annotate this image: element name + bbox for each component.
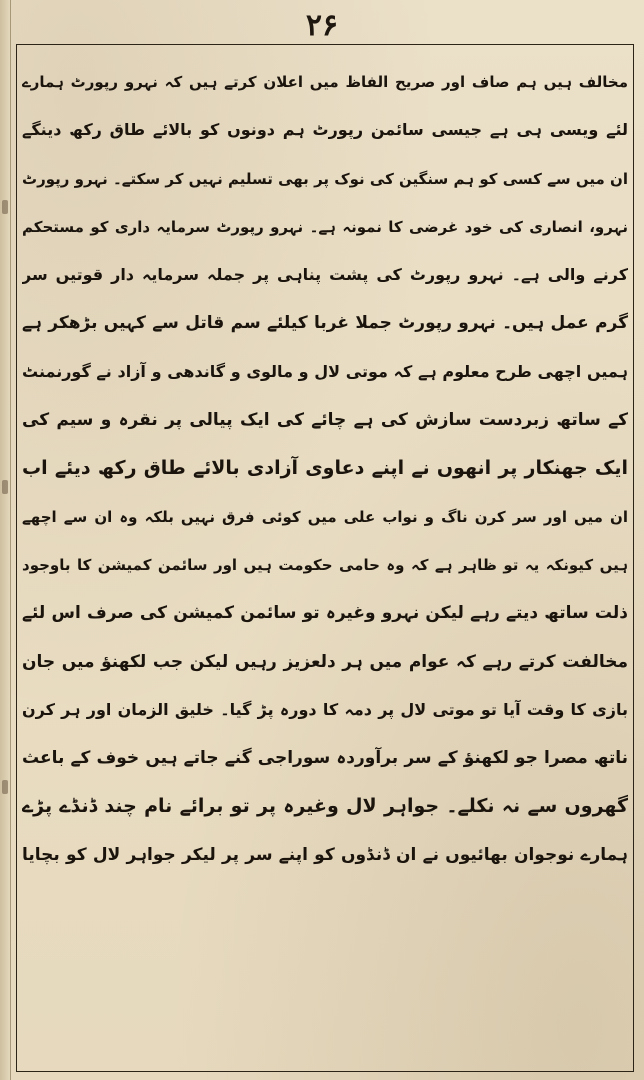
text-line: ایک جھنکار پر انھوں نے اپنے دعاوی آزادی بالائے طاق رکھ دیئے اب <box>22 457 628 480</box>
binding-stitch-mark <box>2 200 8 214</box>
text-line: کرنے والی ہے۔ نہرو رپورٹ کی پشت پناہی پر جملہ سرمایہ دار قوتیں سر <box>22 265 628 285</box>
text-line: مخالف ہیں ہم صاف اور صریح الفاظ میں اعلان کرتے ہیں کہ نہرو رپورٹ ہمارے <box>22 73 628 91</box>
text-line: ہمارے نوجوان بھائیوں نے ان ڈنڈوں کو اپنے سر پر لیکر جواہر لال کو بچایا <box>22 844 628 865</box>
text-line: مخالفت کرتے رہے کہ عوام میں ہر دلعزیز رہیں لیکن جب لکھنؤ میں جان <box>22 651 628 672</box>
text-line: بازی کا وقت آیا تو موتی لال پر دمہ کا دورہ پڑ گیا۔ خلیق الزمان اور ہر کرن <box>22 699 628 719</box>
text-line: ہمیں اچھی طرح معلوم ہے کہ موتی لال و مالوی و گاندھی و آزاد نے گورنمنٹ <box>22 361 628 381</box>
text-line: گرم عمل ہیں۔ نہرو رپورٹ جملا غربا کیلئے سم قاتل سے کہیں بڑھکر ہے <box>22 313 628 334</box>
text-line: کے ساتھ زبردست سازش کی ہے چائے کی ایک پیالی پر نقرہ و سیم کی <box>22 410 628 431</box>
text-line: ہیں کیونکہ یہ تو ظاہر ہے کہ وہ حامی حکومت ہیں اور سائمن کمیشن کا باوجود <box>22 555 628 574</box>
binding-stitch-mark <box>2 780 8 794</box>
text-line: ذلت ساتھ دیتے رہے لیکن نہرو وغیرہ تو سائمن کمیشن کی صرف اس لئے <box>22 603 628 624</box>
text-line: ان میں سے کسی کو ہم سنگین کی نوک پر بھی تسلیم نہیں کر سکتے۔ نہرو رپورٹ <box>22 169 628 188</box>
body-text <box>22 58 628 879</box>
page-number: ۲۶ <box>305 8 339 43</box>
text-line: لئے ویسی ہی ہے جیسی سائمن رپورٹ ہم دونوں کو بالائے طاق رکھ دینگے <box>22 120 628 140</box>
text-line: ناتھ مصرا جو لکھنؤ کے سر برآوردہ سوراجی گنے جاتے ہیں خوف کے باعث <box>22 748 628 769</box>
text-line: گھروں سے نہ نکلے۔ جواہر لال وغیرہ پر تو برائے نام چند ڈنڈے پڑے <box>22 795 628 818</box>
text-line: نہرو، انصاری کی خود غرضی کا نمونہ ہے۔ نہرو رپورٹ سرمایہ داری کو مستحکم <box>22 217 628 236</box>
gutter-line <box>10 0 11 1080</box>
binding-stitch-mark <box>2 480 8 494</box>
text-line: ان میں اور سر کرن ناگ و نواب علی میں کوئی فرق نہیں بلکہ وہ ان سے اچھے <box>22 507 628 526</box>
page-left-edge <box>0 0 10 1080</box>
